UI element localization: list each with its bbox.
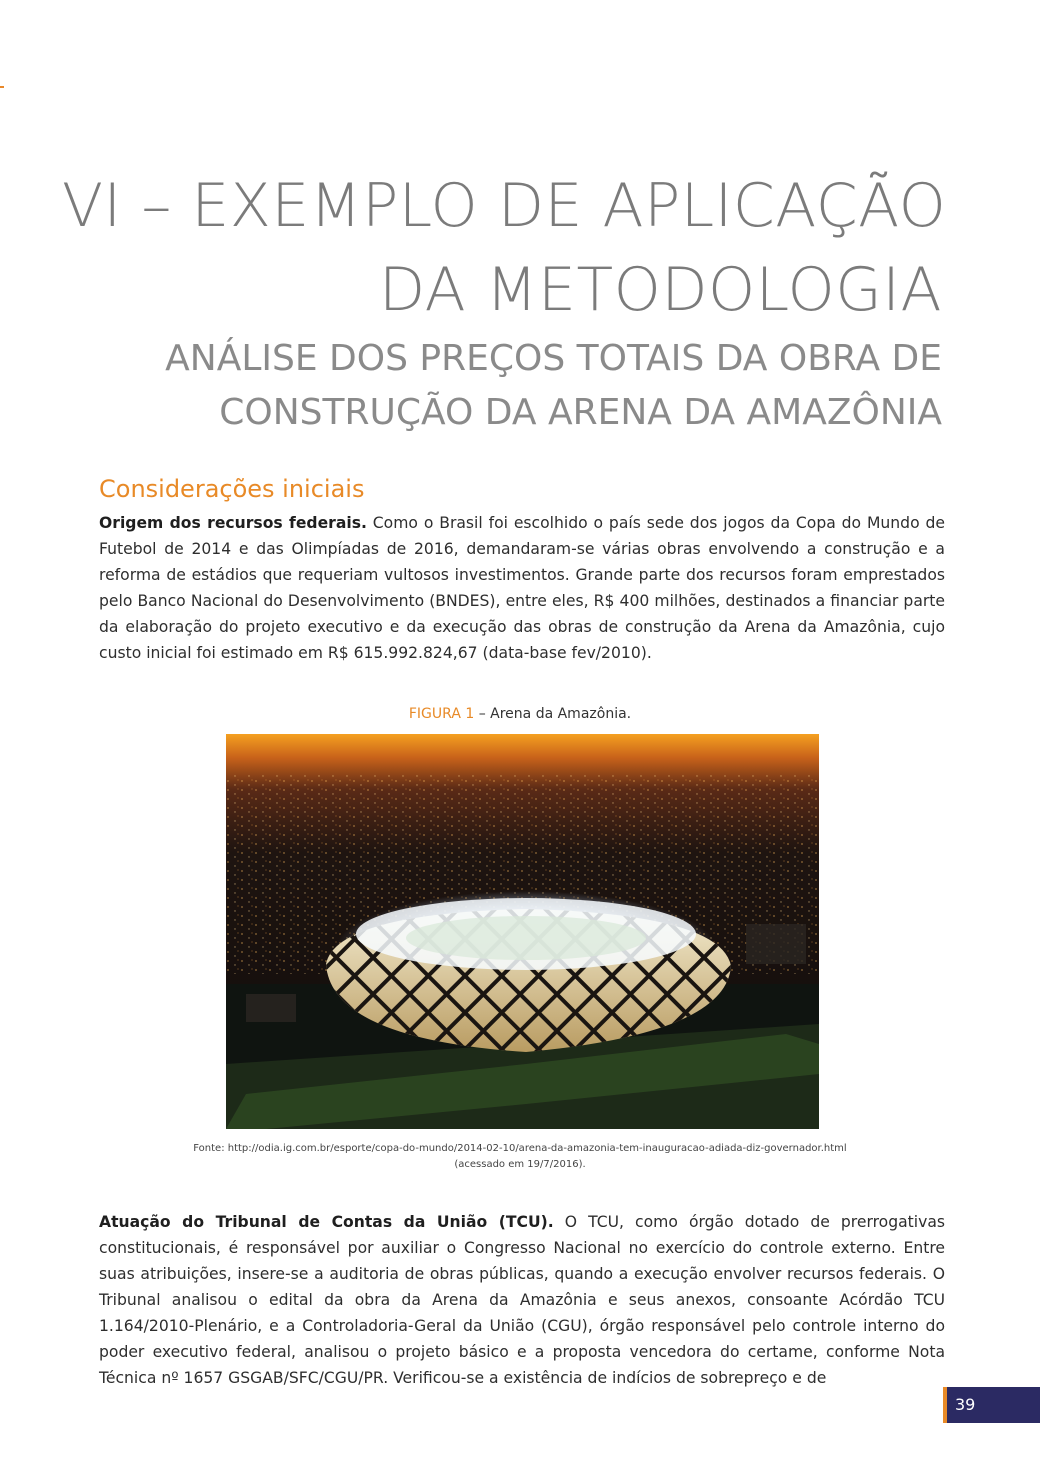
paragraph-lead: Atuação do Tribunal de Contas da União (TCU). xyxy=(99,1213,554,1231)
subtitle-line-1: ANÁLISE DOS PREÇOS TOTAIS DA OBRA DE xyxy=(165,338,942,379)
paragraph-body: Como o Brasil foi escolhido o país sede dos jogos da Copa do Mundo de Futebol de 2014 e das Olimpíadas de 2016, demandaram-se várias obras envolvendo a construção e a reforma de estádios que requeriam vultosos investimentos. Grande parte dos recursos foram emprestados pelo Banco Nacional do Desenvolvimento (BNDES), entre eles, R$ 400 milhões, destinados a financiar parte da elaboração do projeto executivo e da execução das obras de construção da Arena da Amazônia, cujo custo inicial foi estimado em R$ 615.992.824,67 (data-base fev/2010). xyxy=(99,514,945,662)
paragraph-atuacao-tcu xyxy=(99,1209,945,1391)
figure-label: FIGURA 1 xyxy=(408,706,475,722)
figure-source xyxy=(0,1141,1040,1173)
stadium-illustration xyxy=(226,734,819,1129)
page-number: 39 xyxy=(955,1395,976,1414)
page-tab-accent xyxy=(943,1387,947,1423)
source-access-date: (acessado em 19/7/2016). xyxy=(454,1159,586,1170)
arena-photo xyxy=(226,734,819,1129)
title-line-1: VI – EXEMPLO DE APLICAÇÃO xyxy=(62,171,947,241)
paragraph-body: O TCU, como órgão dotado de prerrogativas constitucionais, é responsável por auxiliar o Congresso Nacional no exercício do controle externo. Entre suas atribuições, insere-se a auditoria de obras públicas, quando a execução envolver recursos federais. O Tribunal analisou o edital da obra da Arena da Amazônia e seus anexos, consoante Acórdão TCU 1.164/2010-Plenário, e a Controladoria-Geral da União (CGU), órgão responsável pelo controle interno do poder executivo federal, analisou o projeto básico e a proposta vencedora do certame, conforme Nota Técnica nº 1657 GSGAB/SFC/CGU/PR. Verificou-se a existência de indícios de sobrepreço e de xyxy=(99,1213,946,1387)
corner-mark xyxy=(0,86,4,88)
chapter-title xyxy=(62,164,947,440)
figure-caption-text: – Arena da Amazônia. xyxy=(474,706,632,722)
paragraph-origem-recursos xyxy=(99,510,945,666)
page-number-tab xyxy=(943,1387,1040,1423)
title-line-2: DA METODOLOGIA xyxy=(379,255,942,325)
paragraph-lead: Origem dos recursos federais. xyxy=(99,514,367,532)
figure-caption xyxy=(0,706,1040,722)
source-url: Fonte: http://odia.ig.com.br/esporte/copa-do-mundo/2014-02-10/arena-da-amazonia-tem-inauguracao-adiada-diz-governador.html xyxy=(193,1143,847,1154)
section-heading: Considerações iniciais xyxy=(99,475,365,503)
subtitle-line-2: CONSTRUÇÃO DA ARENA DA AMAZÔNIA xyxy=(219,392,942,433)
